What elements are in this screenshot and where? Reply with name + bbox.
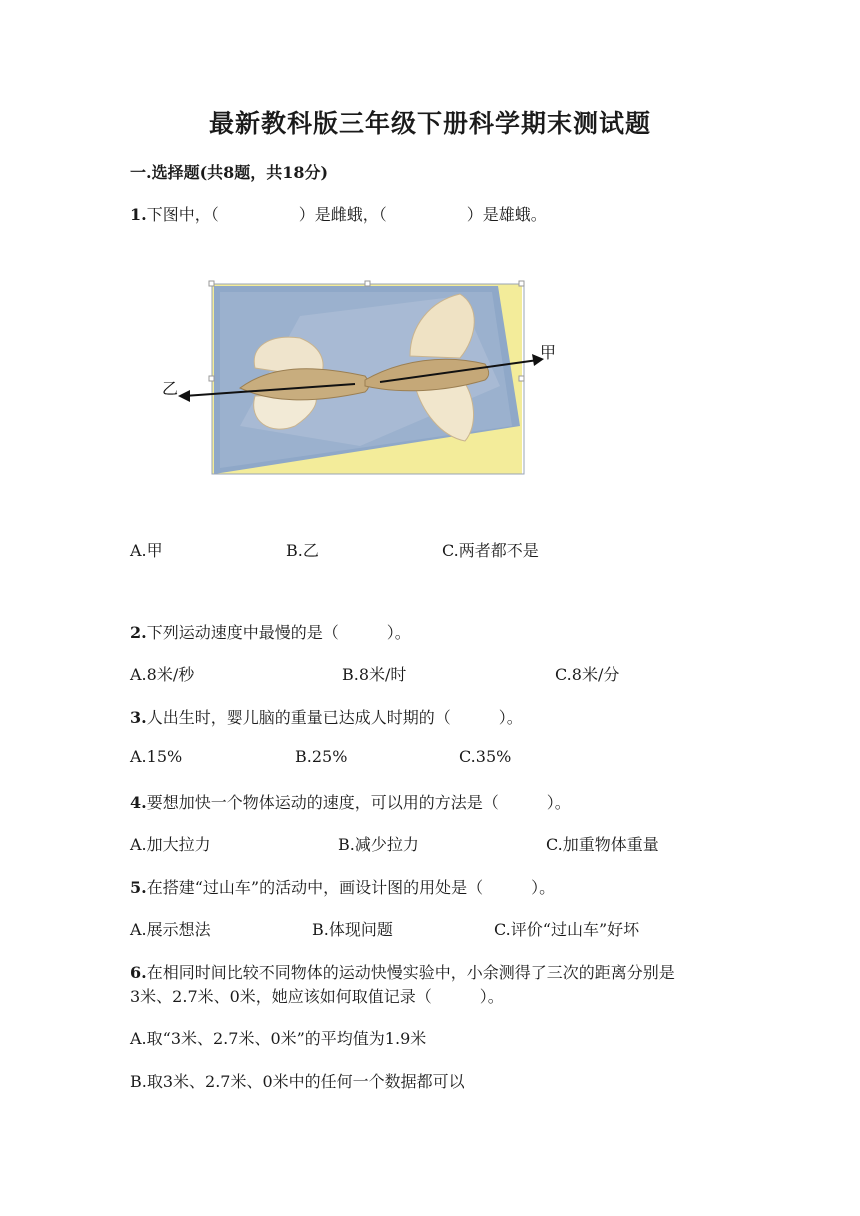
question-text: 要想加快一个物体运动的速度，可以用的方法是（ ）。: [146, 793, 571, 812]
option-b: B.减少拉力: [338, 835, 419, 854]
question-text: 在相同时间比较不同物体的运动快慢实验中，小余测得了三次的距离分别是: [146, 963, 675, 982]
question-number: 6.: [130, 963, 147, 982]
option-a: A.展示想法: [130, 920, 211, 939]
question-number: 5.: [130, 878, 147, 897]
option-c: C.35%: [459, 747, 512, 766]
option-a: A.8米/秒: [130, 665, 195, 684]
option-b: B.乙: [286, 541, 319, 560]
question-number: 4.: [130, 793, 147, 812]
option-b: B.体现问题: [312, 920, 393, 939]
question-text: 在搭建“过山车”的活动中，画设计图的用处是（ ）。: [146, 878, 556, 897]
question-number: 2.: [130, 623, 147, 642]
option-b: B.取3米、2.7米、0米中的任何一个数据都可以: [130, 1072, 465, 1091]
question-text: 下图中，（ ）是雌蛾，（ ）是雄蛾。: [146, 205, 547, 224]
question-text: 人出生时，婴儿脑的重量已达成人时期的（ ）。: [146, 708, 523, 727]
label-jia: 甲: [540, 343, 557, 362]
silkworm-moth-figure: [160, 276, 560, 486]
label-yi: 乙: [162, 379, 179, 398]
section-heading: 一.选择题(共8题，共18分): [130, 163, 329, 182]
question-1: [130, 202, 547, 225]
option-c: C.加重物体重量: [546, 835, 659, 854]
option-a: A.甲: [130, 541, 163, 560]
question-3: [130, 705, 523, 728]
option-b: B.25%: [295, 747, 348, 766]
option-c: C.评价“过山车”好坏: [494, 920, 640, 939]
question-number: 1.: [130, 205, 147, 224]
option-a: A.15%: [130, 747, 183, 766]
question-text: 下列运动速度中最慢的是（ ）。: [146, 623, 411, 642]
question-5: [130, 875, 555, 898]
option-c: C.两者都不是: [442, 541, 539, 560]
option-a: A.取“3米、2.7米、0米”的平均值为1.9米: [130, 1029, 427, 1048]
question-6-line-2: 3米、2.7米、0米，她应该如何取值记录（ ）。: [130, 987, 504, 1006]
page-title: 最新教科版三年级下册科学期末测试题: [208, 109, 651, 138]
option-c: C.8米/分: [555, 665, 620, 684]
question-4: [130, 790, 571, 813]
option-a: A.加大拉力: [130, 835, 211, 854]
question-2: [130, 620, 411, 643]
question-number: 3.: [130, 708, 147, 727]
question-6: [130, 960, 675, 983]
moth-photo: [160, 276, 560, 486]
option-b: B.8米/时: [342, 665, 407, 684]
